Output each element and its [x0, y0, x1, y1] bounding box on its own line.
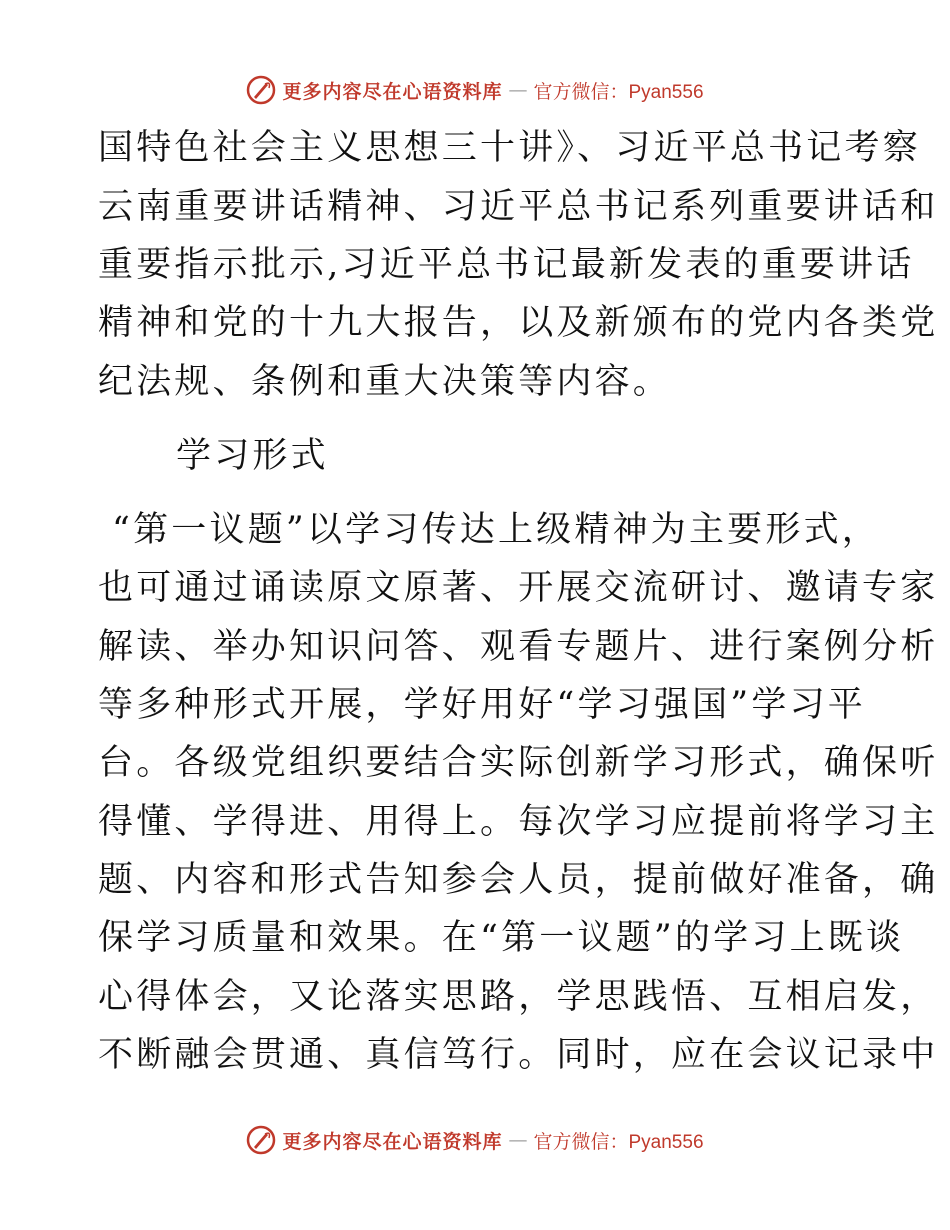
paragraph-2-line: 心得体会，又论落实思路，学思践悟、互相启发，	[98, 977, 939, 1017]
paragraph-2-line: 解读、举办知识问答、观看专题片、进行案例分析	[98, 627, 939, 667]
watermark-separator: —	[508, 1129, 528, 1151]
header-watermark	[0, 68, 950, 112]
paragraph-2-line: 等多种形式开展，学好用好“学习强国”学习平	[98, 685, 866, 725]
footer-watermark	[0, 1118, 950, 1162]
feather-pen-circle-icon	[246, 1125, 276, 1155]
section-heading: 学习形式	[176, 436, 329, 476]
paragraph-1-line: 精神和党的十九大报告，以及新颁布的党内各类党	[98, 303, 939, 343]
paragraph-1-line: 国特色社会主义思想三十讲》、习近平总书记考察	[98, 128, 921, 168]
watermark-separator: —	[508, 79, 528, 101]
paragraph-1-line: 重要指示批示,习近平总书记最新发表的重要讲话	[98, 245, 915, 285]
paragraph-2-line: 不断融会贯通、真信笃行。同时，应在会议记录中	[98, 1035, 939, 1075]
paragraph-2-line: 台。各级党组织要结合实际创新学习形式，确保听	[98, 743, 939, 783]
watermark-wechat: 官方微信：Pyan556	[533, 81, 704, 103]
paragraph-2-line: 得懂、学得进、用得上。每次学习应提前将学习主	[98, 802, 939, 842]
feather-pen-circle-icon	[246, 75, 276, 105]
watermark-wechat: 官方微信：Pyan556	[533, 1131, 704, 1153]
paragraph-2-line: 题、内容和形式告知参会人员，提前做好准备，确	[98, 860, 939, 900]
paragraph-2-line: 保学习质量和效果。在“第一议题”的学习上既谈	[98, 918, 905, 958]
watermark-slogan: 更多内容尽在心语资料库	[282, 1130, 503, 1153]
paragraph-2-line: “第一议题”以学习传达上级精神为主要形式，	[112, 510, 880, 550]
paragraph-1-line: 云南重要讲话精神、习近平总书记系列重要讲话和	[98, 187, 939, 227]
paragraph-2-line: 也可通过诵读原文原著、开展交流研讨、邀请专家	[98, 568, 939, 608]
watermark-slogan: 更多内容尽在心语资料库	[282, 80, 503, 103]
paragraph-1-line: 纪法规、条例和重大决策等内容。	[98, 362, 672, 402]
